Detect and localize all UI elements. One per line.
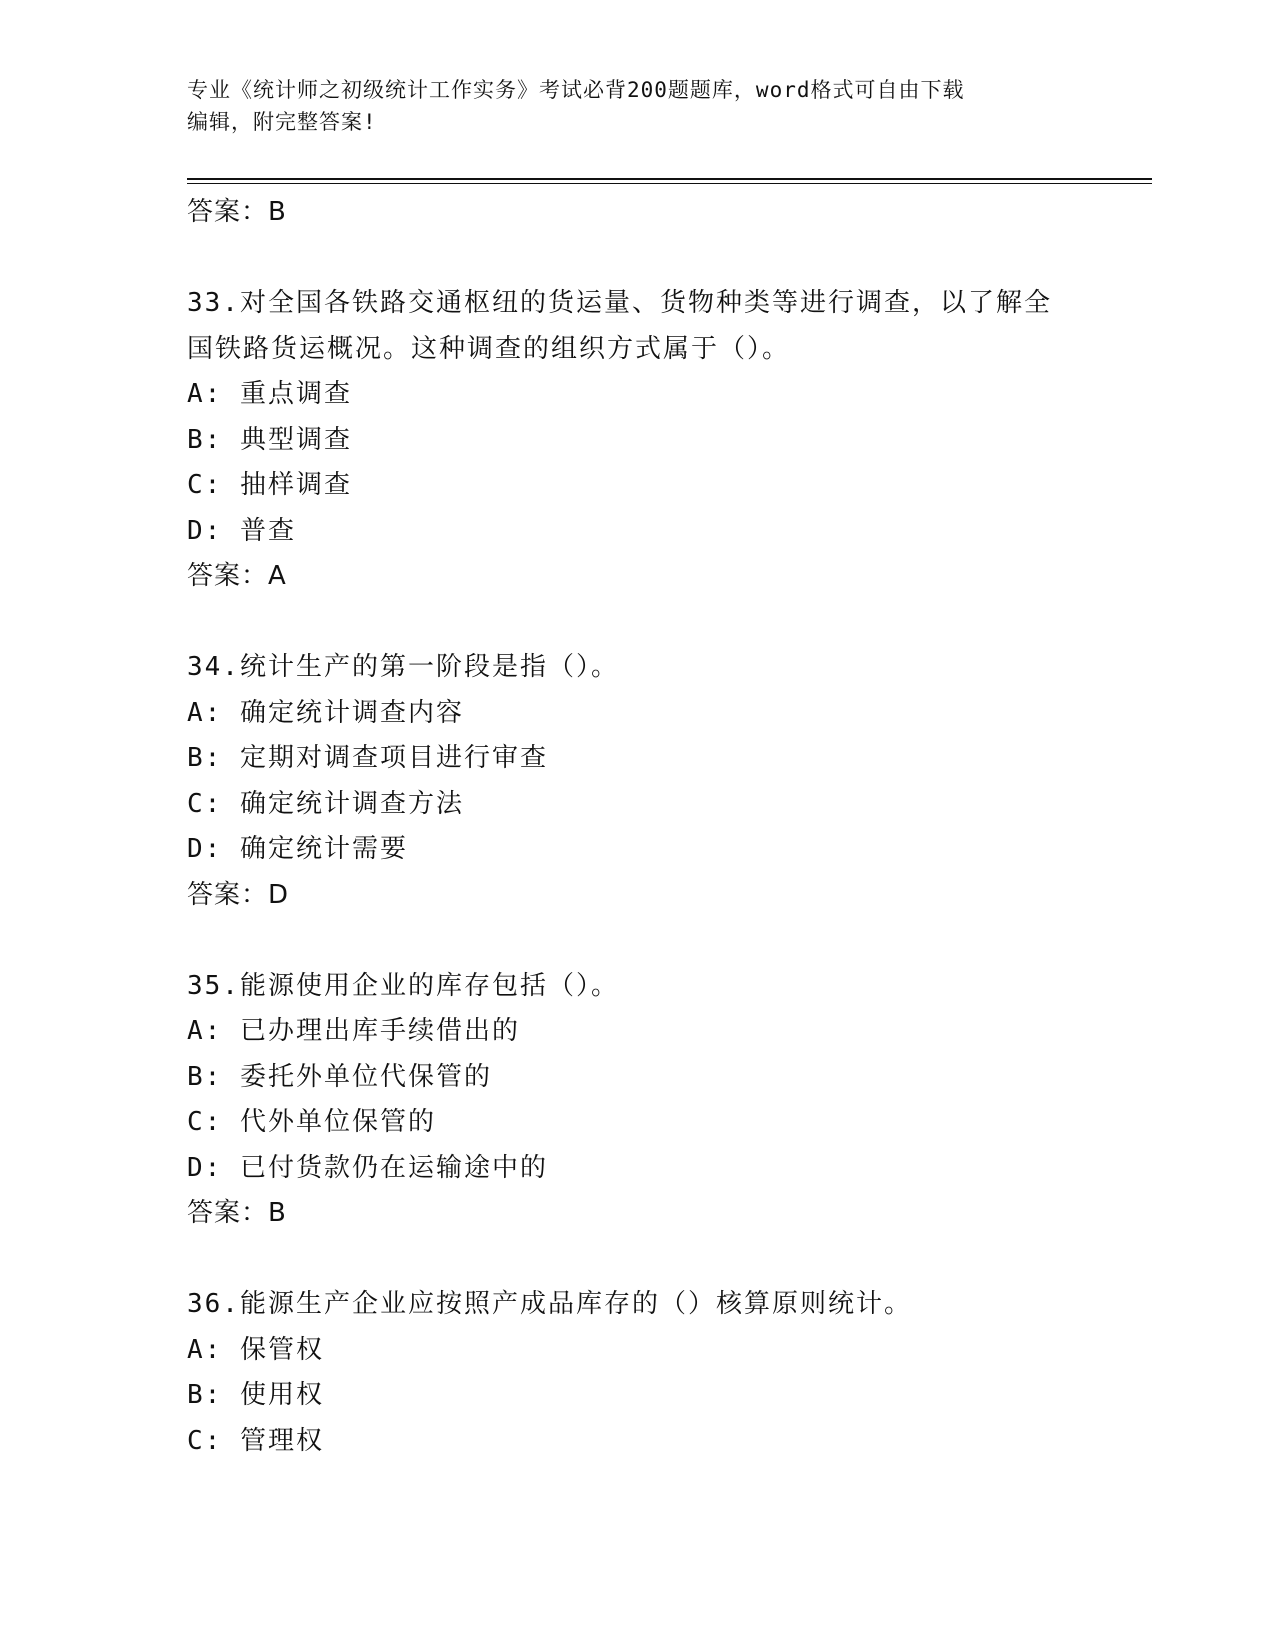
question-34-option-d: D: 确定统计需要 bbox=[187, 834, 408, 864]
question-36-text-line-1: 36.能源生产企业应按照产成品库存的（）核算原则统计。 bbox=[187, 1289, 912, 1319]
question-33-text-line-1: 33.对全国各铁路交通枢纽的货运量、货物种类等进行调查，以了解全 bbox=[187, 288, 1052, 318]
question-35-option-c: C: 代外单位保管的 bbox=[187, 1107, 436, 1137]
question-36-option-a: A: 保管权 bbox=[187, 1334, 324, 1365]
question-33-answer: 答案：A bbox=[187, 561, 287, 591]
question-33-option-d: D: 普查 bbox=[187, 515, 296, 546]
header-line-2: 编辑，附完整答案! bbox=[187, 110, 377, 134]
question-33-option-a: A: 重点调查 bbox=[187, 379, 352, 409]
question-36-option-b: B: 使用权 bbox=[187, 1380, 324, 1410]
question-36-option-c: C: 管理权 bbox=[187, 1425, 324, 1456]
question-33 bbox=[187, 281, 1087, 600]
question-34-option-b: B: 定期对调查项目进行审查 bbox=[187, 743, 548, 773]
question-34-option-c: C: 确定统计调查方法 bbox=[187, 788, 464, 819]
question-34-option-a: A: 确定统计调查内容 bbox=[187, 697, 464, 728]
question-34-answer: 答案：D bbox=[187, 879, 290, 910]
question-33-option-c: C: 抽样调查 bbox=[187, 470, 352, 500]
question-34-text-line-1: 34.统计生产的第一阶段是指（）。 bbox=[187, 652, 619, 682]
question-35-answer: 答案：B bbox=[187, 1198, 287, 1228]
spacer bbox=[187, 236, 1087, 282]
spacer bbox=[187, 918, 1087, 964]
question-35 bbox=[187, 964, 1087, 1237]
spacer bbox=[187, 600, 1087, 646]
spacer bbox=[187, 1237, 1087, 1283]
question-35-option-b: B: 委托外单位代保管的 bbox=[187, 1061, 492, 1092]
question-36 bbox=[187, 1282, 1087, 1464]
question-33-text-line-2: 国铁路货运概况。这种调查的组织方式属于（）。 bbox=[187, 333, 791, 364]
question-33-option-b: B: 典型调查 bbox=[187, 424, 352, 455]
question-content bbox=[187, 190, 1087, 1464]
question-35-text-line-1: 35.能源使用企业的库存包括（）。 bbox=[187, 970, 619, 1001]
question-35-option-a: A: 已办理出库手续借出的 bbox=[187, 1016, 520, 1046]
header-divider-thick bbox=[187, 178, 1152, 180]
question-34 bbox=[187, 645, 1087, 918]
header-divider-thin bbox=[187, 183, 1152, 184]
answer-32: 答案：B bbox=[187, 197, 287, 227]
header-line-1: 专业《统计师之初级统计工作实务》考试必背200题题库，word格式可自由下载 bbox=[187, 78, 965, 102]
question-35-option-d: D: 已付货款仍在运输途中的 bbox=[187, 1152, 548, 1183]
document-header bbox=[187, 74, 1067, 138]
